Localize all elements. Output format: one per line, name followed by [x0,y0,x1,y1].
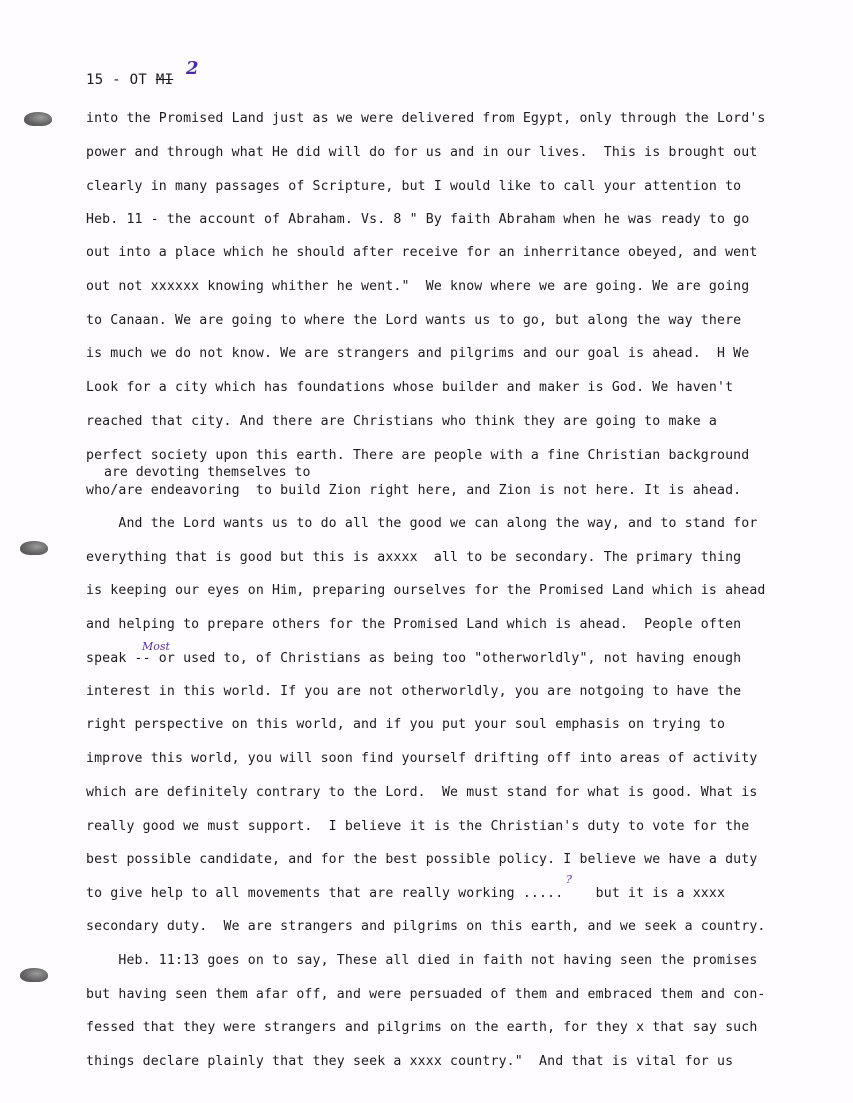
binder-hole-middle [20,541,48,555]
text-line: things declare plainly that they seek a xxxx country." And that is vital for us [86,1054,734,1069]
struck-section-code: MI [155,72,174,88]
text-line: Heb. 11:13 goes on to say, These all died in faith not having seen the promises [86,953,758,968]
text-line: power and through what He did will do for us and in our lives. This is brought out [86,145,758,160]
binder-hole-top [24,112,52,126]
text-line: to give help to all movements that are really working ..... but it is a xxxx [86,886,726,901]
text-line: improve this world, you will soon find yourself drifting off into areas of activity [86,751,758,766]
interline-insertion: are devoting themselves to [104,465,311,480]
page-header [86,58,199,88]
text-line: but having seen them afar off, and were persuaded of them and embraced them and con- [86,987,766,1002]
text-line: And the Lord wants us to do all the good we can along the way, and to stand for [86,516,758,531]
text-line: into the Promised Land just as we were delivered from Egypt, only through the Lord's [86,111,766,126]
text-line: perfect society upon this earth. There are people with a fine Christian background [86,448,750,463]
text-line: is much we do not know. We are strangers and pilgrims and our goal is ahead. H We [86,346,750,361]
text-line: interest in this world. If you are not otherworldly, you are notgoing to have the [86,684,742,699]
text-line: Heb. 11 - the account of Abraham. Vs. 8 " By faith Abraham when he was ready to go [86,212,750,227]
text-line: speak -- or used to, of Christians as being too "otherworldly", not having enough [86,651,742,666]
text-line: reached that city. And there are Christians who think they are going to make a [86,414,717,429]
text-line: clearly in many passages of Scripture, but I would like to call your attention to [86,179,742,194]
text-line: really good we must support. I believe it is the Christian's duty to vote for the [86,819,750,834]
text-line: secondary duty. We are strangers and pilgrims on this earth, and we seek a country. [86,919,766,934]
text-line: right perspective on this world, and if you put your soul emphasis on trying to [86,717,726,732]
text-line: who/are endeavoring to build Zion right here, and Zion is not here. It is ahead. [86,483,742,498]
text-line: and helping to prepare others for the Promised Land which is ahead. People often [86,617,742,632]
handwritten-question-mark: ? [566,873,572,886]
text-line: to Canaan. We are going to where the Lord wants us to go, but along the way there [86,313,742,328]
binder-hole-bottom [20,968,48,982]
text-line: Look for a city which has foundations whose builder and maker is God. We haven't [86,380,734,395]
page-label: 15 - OT [86,72,148,88]
text-line: which are definitely contrary to the Lord. We must stand for what is good. What is [86,785,758,800]
text-line: out into a place which he should after receive for an inherritance obeyed, and went [86,245,758,260]
text-line: best possible candidate, and for the best possible policy. I believe we have a duty [86,852,758,867]
text-line: out not xxxxxx knowing whither he went." We know where we are going. We are going [86,279,750,294]
text-line: fessed that they were strangers and pilgrims on the earth, for they x that say such [86,1020,758,1035]
text-line: everything that is good but this is axxxx all to be secondary. The primary thing [86,550,742,565]
handwritten-page-mark: 2 [186,58,199,79]
text-line: is keeping our eyes on Him, preparing ourselves for the Promised Land which is ahead [86,583,766,598]
margin-handwritten-note: Most [142,640,170,653]
